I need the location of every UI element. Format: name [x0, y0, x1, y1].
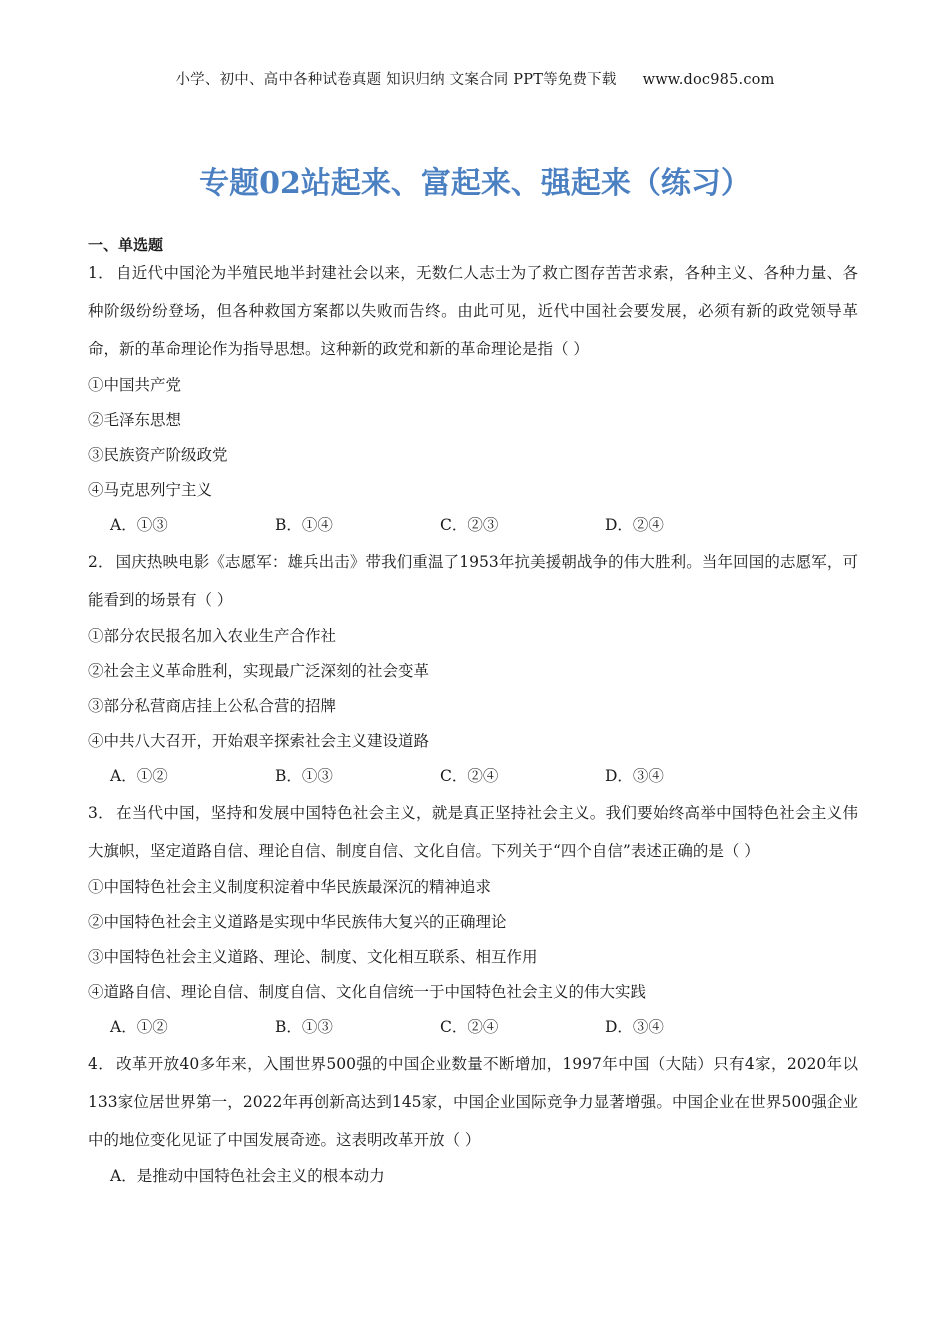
question-list [88, 254, 858, 1194]
statement-option: ①中国共产党 [88, 376, 182, 394]
header-url[interactable]: www.doc985.com [642, 72, 775, 88]
page-header [0, 68, 950, 89]
choice-c: C．②③ [440, 516, 499, 534]
choice-a: A．是推动中国特色社会主义的根本动力 [110, 1167, 385, 1185]
answer-choices [88, 508, 858, 543]
answer-choices [88, 1010, 858, 1045]
question-stem: 改革开放40多年来，入围世界500强的中国企业数量不断增加，1997年中国（大陆）只有4家，2020年以133家位居世界第一，2022年再创新高达到145家，中国企业国际竞争力显著增强。中国企业在世界500强企业中的地位变化见证了中国发展奇迹。这表明改革开放（ ） [88, 1055, 858, 1149]
statement-option: ③民族资产阶级政党 [88, 446, 228, 464]
question-4 [88, 1045, 858, 1194]
choice-d: D．③④ [605, 767, 664, 785]
choice-c: C．②④ [440, 1018, 499, 1036]
statement-option: ①中国特色社会主义制度积淀着中华民族最深沉的精神追求 [88, 878, 492, 896]
statement-option: ①部分农民报名加入农业生产合作社 [88, 627, 337, 645]
choice-b: B．①③ [275, 767, 333, 785]
statement-option: ④道路自信、理论自信、制度自信、文化自信统一于中国特色社会主义的伟大实践 [88, 983, 647, 1001]
section-heading: 一、单选题 [88, 236, 164, 254]
answer-choices [88, 759, 858, 794]
question-1 [88, 254, 858, 543]
choice-d: D．③④ [605, 1018, 664, 1036]
question-stem: 在当代中国，坚持和发展中国特色社会主义，就是真正坚持社会主义。我们要始终高举中国特色社会主义伟大旗帜，坚定道路自信、理论自信、制度自信、文化自信。下列关于“四个自信”表述正确的是（ ） [88, 804, 858, 860]
statement-option: ②毛泽东思想 [88, 411, 182, 429]
statement-option: ③部分私营商店挂上公私合营的招牌 [88, 697, 337, 715]
question-2 [88, 543, 858, 794]
question-number: 2． [88, 553, 114, 571]
statement-option: ②社会主义革命胜利，实现最广泛深刻的社会变革 [88, 662, 430, 680]
choice-c: C．②④ [440, 767, 499, 785]
question-3 [88, 794, 858, 1045]
page-title: 专题02站起来、富起来、强起来（练习） [199, 166, 751, 201]
question-number: 4． [88, 1055, 115, 1073]
statement-option: ②中国特色社会主义道路是实现中华民族伟大复兴的正确理论 [88, 913, 507, 931]
header-text: 小学、初中、高中各种试卷真题 知识归纳 文案合同 PPT等免费下载 [175, 72, 617, 88]
choice-a: A．①② [110, 767, 168, 785]
choice-b: B．①④ [275, 516, 333, 534]
statement-option: ④马克思列宁主义 [88, 481, 213, 499]
choice-a: A．①② [110, 1018, 168, 1036]
choice-a: A．①③ [110, 516, 168, 534]
question-stem: 国庆热映电影《志愿军：雄兵出击》带我们重温了1953年抗美援朝战争的伟大胜利。当年回国的志愿军，可能看到的场景有（ ） [88, 553, 858, 609]
choice-d: D．②④ [605, 516, 664, 534]
question-number: 1． [88, 264, 114, 282]
question-stem: 自近代中国沦为半殖民地半封建社会以来，无数仁人志士为了救亡图存苦苦求索，各种主义、各种力量、各种阶级纷纷登场，但各种救国方案都以失败而告终。由此可见，近代中国社会要发展，必须有新的政党领导革命，新的革命理论作为指导思想。这种新的政党和新的革命理论是指（ ） [88, 264, 858, 358]
statement-option: ④中共八大召开，开始艰辛探索社会主义建设道路 [88, 732, 430, 750]
choice-b: B．①③ [275, 1018, 333, 1036]
question-number: 3． [88, 804, 114, 822]
statement-option: ③中国特色社会主义道路、理论、制度、文化相互联系、相互作用 [88, 948, 538, 966]
